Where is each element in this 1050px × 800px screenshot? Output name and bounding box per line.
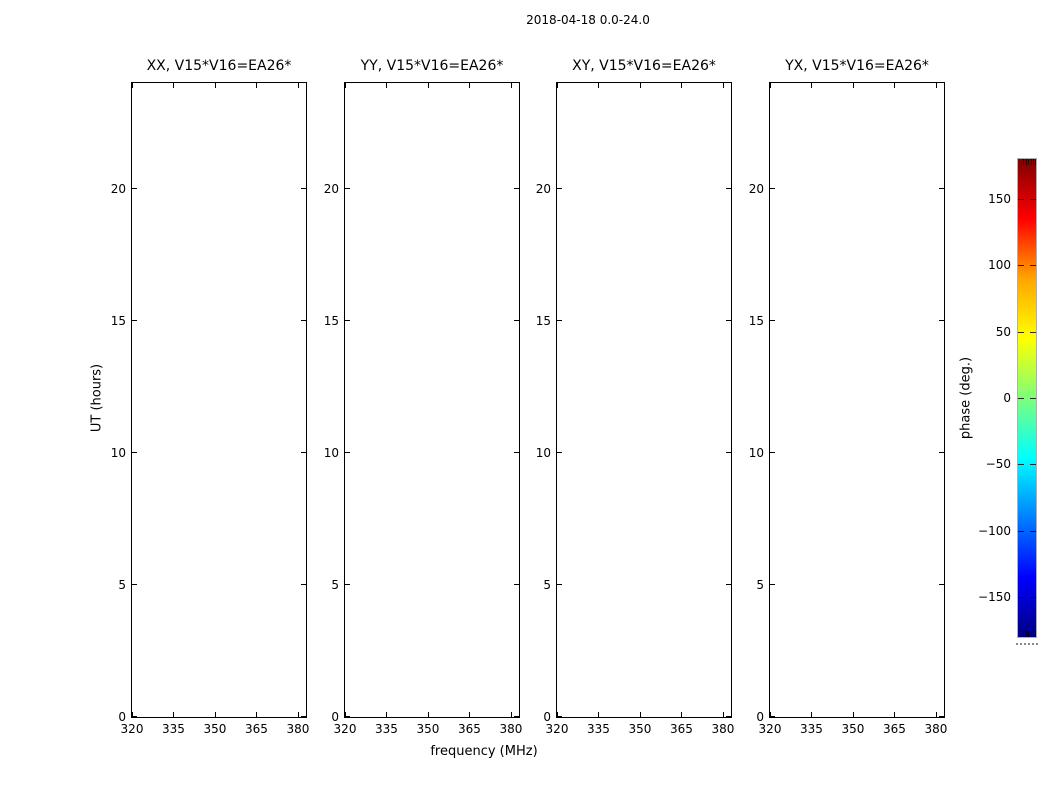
y-tick-mark [132, 452, 137, 453]
colorbar-label: phase (deg.) [958, 356, 974, 440]
plot-area [535, 82, 735, 736]
y-tick-label: 0 [543, 710, 551, 724]
y-tick-label: 5 [543, 577, 551, 592]
x-tick-label: 335 [162, 722, 185, 736]
panel-yy [323, 58, 523, 736]
colorbar-tick-label: 50 [995, 324, 1011, 339]
x-tick-mark [298, 712, 299, 717]
x-tick-label: 380 [924, 722, 948, 736]
y-tick-mark [514, 320, 519, 321]
y-axis-label: UT (hours) [89, 363, 105, 433]
panel-title: YY, V15*V16=EA26* [360, 58, 504, 74]
x-tick-mark [511, 83, 512, 88]
x-tick-mark [770, 83, 771, 88]
y-tick-label: 5 [756, 577, 764, 592]
colorbar-tick-label: −150 [978, 590, 1011, 605]
colorbar-minor-tick [1026, 631, 1027, 637]
colorbar-tick-mark [1030, 199, 1036, 200]
x-tick-mark [428, 712, 429, 717]
colorbar-tick-mark [1030, 265, 1036, 266]
y-tick-mark [301, 716, 306, 717]
y-tick-mark [557, 188, 562, 189]
y-tick-mark [939, 716, 944, 717]
y-tick-mark [557, 584, 562, 585]
colorbar-tick-mark [1018, 531, 1024, 532]
x-tick-label: 335 [800, 722, 823, 736]
y-tick-mark [132, 716, 137, 717]
colorbar-tick-mark [1018, 464, 1024, 465]
colorbar-minor-tick [1028, 159, 1029, 165]
x-tick-mark [386, 712, 387, 717]
y-tick-label: 20 [110, 181, 126, 196]
y-tick-mark [770, 584, 775, 585]
colorbar-tick-mark [1018, 597, 1024, 598]
x-tick-label: 350 [203, 722, 227, 736]
y-tick-mark [345, 584, 350, 585]
y-tick-mark [514, 584, 519, 585]
colorbar-dotted-underline [1016, 643, 1038, 645]
colorbar-tick-mark [1018, 265, 1024, 266]
y-tick-mark [770, 188, 775, 189]
x-tick-mark [936, 712, 937, 717]
colorbar-minor-tick [1026, 159, 1027, 165]
x-tick-mark [469, 83, 470, 88]
figure-title: 2018-04-18 0.0-24.0 [526, 13, 650, 27]
panel-title: YX, V15*V16=EA26* [785, 58, 929, 74]
panel-xx [110, 58, 310, 736]
y-tick-mark [939, 452, 944, 453]
x-tick-mark [256, 83, 257, 88]
x-tick-label: 320 [120, 722, 144, 736]
x-tick-mark [345, 83, 346, 88]
x-tick-mark [936, 83, 937, 88]
x-tick-label: 365 [245, 722, 268, 736]
y-tick-label: 0 [118, 710, 126, 724]
x-tick-mark [681, 83, 682, 88]
y-tick-mark [345, 716, 350, 717]
colorbar-tick-mark [1030, 332, 1036, 333]
y-tick-label: 15 [535, 313, 551, 328]
colorbar-minor-tick [1035, 159, 1036, 165]
x-tick-label: 365 [458, 722, 481, 736]
y-tick-mark [557, 716, 562, 717]
x-tick-label: 320 [333, 722, 357, 736]
y-tick-label: 15 [748, 313, 764, 328]
x-tick-mark [215, 712, 216, 717]
y-tick-label: 15 [323, 313, 339, 328]
x-tick-label: 365 [670, 722, 693, 736]
x-tick-label: 350 [628, 722, 652, 736]
y-tick-label: 15 [110, 313, 126, 328]
panel-yx [748, 58, 948, 736]
y-tick-label: 20 [748, 181, 764, 196]
x-tick-mark [811, 83, 812, 88]
x-tick-mark [511, 712, 512, 717]
y-tick-mark [939, 188, 944, 189]
colorbar [978, 158, 1037, 638]
x-tick-mark [215, 83, 216, 88]
x-tick-mark [853, 83, 854, 88]
y-tick-mark [132, 584, 137, 585]
y-tick-mark [726, 584, 731, 585]
colorbar-tick-mark [1018, 199, 1024, 200]
y-tick-label: 5 [331, 577, 339, 592]
y-tick-mark [726, 716, 731, 717]
colorbar-tick-label: −100 [978, 523, 1011, 538]
x-tick-label: 380 [286, 722, 310, 736]
x-tick-mark [173, 712, 174, 717]
colorbar-minor-tick [1033, 631, 1034, 637]
colorbar-tick-label: 0 [1003, 391, 1011, 405]
y-tick-mark [557, 452, 562, 453]
x-tick-mark [173, 83, 174, 88]
x-tick-mark [428, 83, 429, 88]
y-tick-mark [514, 452, 519, 453]
y-tick-mark [301, 452, 306, 453]
x-tick-mark [469, 712, 470, 717]
y-tick-label: 10 [535, 445, 551, 460]
panel-title: XY, V15*V16=EA26* [572, 58, 716, 74]
x-axis-label: frequency (MHz) [430, 744, 538, 759]
x-tick-mark [640, 83, 641, 88]
colorbar-tick-mark [1018, 332, 1024, 333]
colorbar-minor-tick [1023, 631, 1024, 637]
y-tick-mark [770, 716, 775, 717]
x-tick-label: 365 [883, 722, 906, 736]
x-tick-mark [853, 712, 854, 717]
x-tick-mark [557, 83, 558, 88]
y-tick-mark [301, 584, 306, 585]
colorbar-minor-tick [1033, 159, 1034, 165]
x-tick-mark [894, 712, 895, 717]
y-tick-label: 10 [110, 445, 126, 460]
x-tick-mark [132, 83, 133, 88]
y-tick-mark [345, 188, 350, 189]
plot-area [110, 82, 310, 736]
y-tick-mark [345, 452, 350, 453]
y-tick-mark [557, 320, 562, 321]
colorbar-minor-tick [1028, 631, 1029, 637]
y-tick-mark [726, 452, 731, 453]
y-tick-mark [726, 320, 731, 321]
y-tick-mark [939, 320, 944, 321]
x-tick-mark [386, 83, 387, 88]
colorbar-minor-tick [1031, 159, 1032, 165]
colorbar-tick-label: 150 [988, 191, 1011, 206]
y-tick-label: 0 [756, 710, 764, 724]
y-tick-mark [132, 320, 137, 321]
y-tick-label: 0 [331, 710, 339, 724]
x-tick-mark [681, 712, 682, 717]
y-tick-mark [301, 188, 306, 189]
colorbar-tick-mark [1030, 597, 1036, 598]
y-tick-label: 5 [118, 577, 126, 592]
x-tick-label: 320 [545, 722, 569, 736]
panel-xy [535, 58, 735, 736]
x-tick-label: 350 [841, 722, 865, 736]
colorbar-minor-tick [1035, 631, 1036, 637]
x-tick-mark [723, 83, 724, 88]
x-tick-mark [598, 83, 599, 88]
x-tick-label: 380 [711, 722, 735, 736]
y-tick-label: 10 [323, 445, 339, 460]
y-tick-label: 10 [748, 445, 764, 460]
colorbar-minor-tick [1023, 159, 1024, 165]
x-tick-label: 380 [499, 722, 523, 736]
x-tick-mark [811, 712, 812, 717]
y-tick-label: 20 [535, 181, 551, 196]
x-tick-label: 335 [587, 722, 610, 736]
y-tick-mark [939, 584, 944, 585]
colorbar-tick-mark [1030, 464, 1036, 465]
y-tick-mark [301, 320, 306, 321]
x-tick-mark [894, 83, 895, 88]
colorbar-tick-mark [1030, 531, 1036, 532]
y-tick-mark [132, 188, 137, 189]
colorbar-tick-label: −50 [985, 457, 1011, 472]
x-tick-mark [256, 712, 257, 717]
y-tick-mark [514, 716, 519, 717]
y-tick-label: 20 [323, 181, 339, 196]
y-tick-mark [770, 320, 775, 321]
x-tick-label: 320 [758, 722, 782, 736]
plot-area [323, 82, 523, 736]
panel-title: XX, V15*V16=EA26* [146, 58, 292, 74]
x-tick-mark [298, 83, 299, 88]
y-tick-mark [514, 188, 519, 189]
colorbar-minor-tick [1031, 631, 1032, 637]
x-tick-mark [723, 712, 724, 717]
colorbar-tick-mark [1018, 398, 1024, 399]
y-tick-mark [345, 320, 350, 321]
x-tick-mark [598, 712, 599, 717]
colorbar-tick-mark [1030, 398, 1036, 399]
y-tick-mark [726, 188, 731, 189]
x-tick-mark [640, 712, 641, 717]
x-tick-label: 350 [416, 722, 440, 736]
colorbar-tick-label: 100 [988, 258, 1011, 273]
plot-area [748, 82, 948, 736]
x-tick-label: 335 [375, 722, 398, 736]
y-tick-mark [770, 452, 775, 453]
